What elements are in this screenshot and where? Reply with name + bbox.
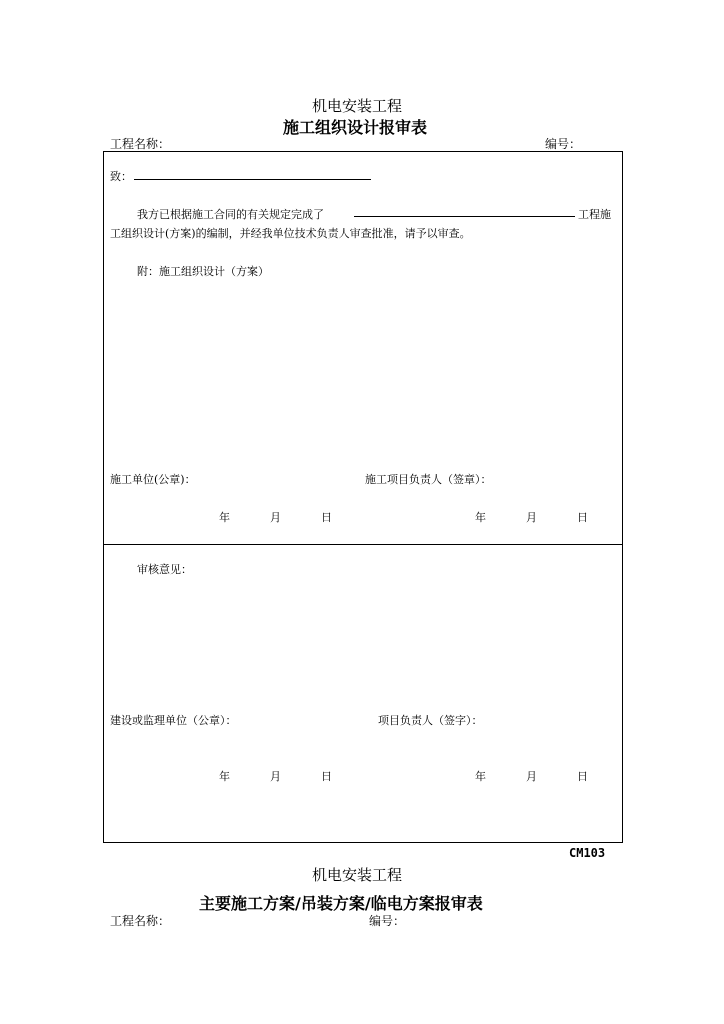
supervisor-pm-date-month: 月 [526, 770, 537, 783]
supervisor-pm-date-year: 年 [475, 770, 486, 783]
to-label: 致： [110, 170, 132, 183]
supervisor-date-month: 月 [270, 770, 281, 783]
body-line2: 工组织设计(方案)的编制，并经我单位技术负责人审查批准，请予以审查。 [110, 227, 471, 240]
form2-category: 机电安装工程 [312, 866, 403, 884]
supervisor-date-year: 年 [219, 770, 230, 783]
form2-number-label: 编号： [369, 914, 406, 928]
form1-project-name-label: 工程名称： [110, 137, 171, 151]
contractor-date-day: 日 [321, 511, 332, 524]
supervisor-date-day: 日 [321, 770, 332, 783]
supervisor-pm-date-day: 日 [577, 770, 588, 783]
body-line1-prefix: 我方已根据施工合同的有关规定完成了 [137, 208, 324, 221]
body-line1-suffix: 工程施 [578, 208, 611, 221]
pm-date-month: 月 [526, 511, 537, 524]
form2-project-name-label: 工程名称： [110, 914, 171, 928]
attachment-line: 附：施工组织设计（方案） [137, 265, 269, 278]
form2-title: 主要施工方案/吊装方案/临电方案报审表 [199, 894, 483, 913]
form1-table [103, 151, 623, 843]
pm-date-day: 日 [577, 511, 588, 524]
form-code: CM103 [569, 846, 606, 860]
contractor-date-year: 年 [219, 511, 230, 524]
form1-section-divider [103, 544, 622, 545]
form1-title: 施工组织设计报审表 [283, 118, 428, 137]
pm-date-year: 年 [475, 511, 486, 524]
form1-category: 机电安装工程 [312, 97, 403, 115]
supervisor-label: 建设或监理单位（公章）： [110, 714, 237, 727]
form1-number-label: 编号： [545, 137, 582, 151]
project-name-field[interactable] [354, 216, 575, 217]
contractor-label: 施工单位(公章)： [110, 473, 196, 486]
contractor-date-month: 月 [270, 511, 281, 524]
pm-label: 施工项目负责人（签章）： [365, 473, 492, 486]
supervisor-pm-label: 项目负责人（签字）： [378, 714, 483, 727]
to-recipient-field[interactable] [134, 179, 371, 180]
review-label: 审核意见： [137, 563, 192, 576]
